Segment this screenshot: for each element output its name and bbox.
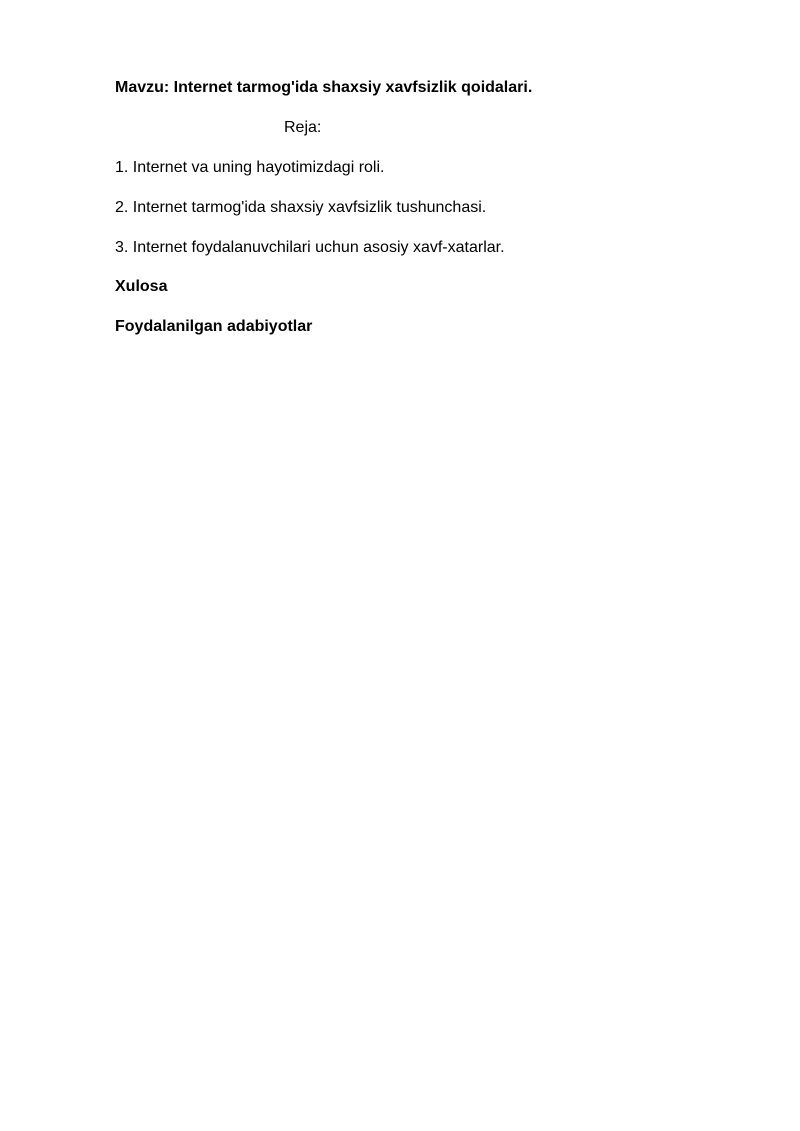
document-title: Mavzu: Internet tarmog'ida shaxsiy xavfsizlik qoidalari. (115, 79, 533, 96)
plan-item: 3. Internet foydalanuvchilari uchun asosiy xavf-xatarlar. (115, 239, 505, 256)
conclusion-heading: Xulosa (115, 278, 168, 295)
plan-heading: Reja: (284, 119, 322, 136)
references-heading: Foydalanilgan adabiyotlar (115, 318, 313, 335)
plan-item: 1. Internet va uning hayotimizdagi roli. (115, 159, 385, 176)
plan-item: 2. Internet tarmog'ida shaxsiy xavfsizlik tushunchasi. (115, 199, 487, 216)
